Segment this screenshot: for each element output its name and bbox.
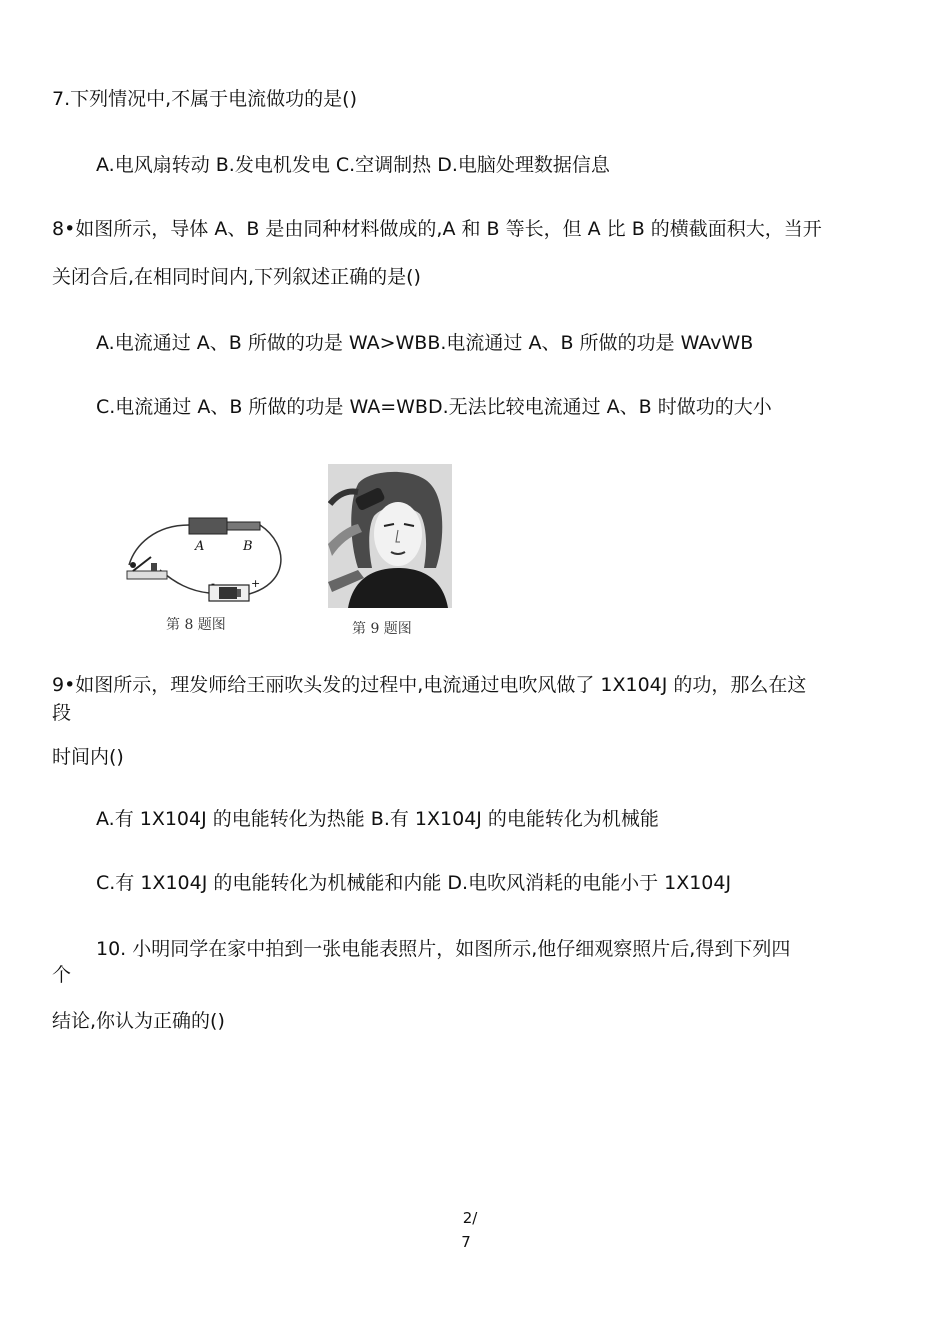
figure-9-photo [328,464,452,608]
battery-minus-sign: - [211,577,215,590]
q9-options-line2: C.有 1X104J 的电能转化为机械能和内能 D.电吹风消耗的电能小于 1X104J [96,872,732,894]
hair-dryer-photo [328,464,452,608]
page-number-line1: 2/ [462,1209,478,1227]
q9-stem-line2: 段 [52,702,72,724]
q8-options-line1: A.电流通过 A、B 所做的功是 WA>WBB.电流通过 A、B 所做的功是 WAvWB [96,332,754,354]
conductor-a [189,518,227,534]
q10-stem-line1: 10. 小明同学在家中拍到一张电能表照片，如图所示,他仔细观察照片后,得到下列四 [96,938,791,960]
figure-9-caption: 第 9 题图 [352,621,412,637]
q10-stem-line3: 结论,你认为正确的() [52,1010,225,1032]
q9-stem-line3: 时间内() [52,746,124,768]
q10-stem-line2: 个 [52,964,72,986]
label-a: A [195,539,205,554]
page-number-line2: 7 [461,1233,471,1251]
q8-stem-line2: 关闭合后,在相同时间内,下列叙述正确的是() [52,266,421,288]
conductor-b [227,522,260,530]
q8-options-line2: C.电流通过 A、B 所做的功是 WA=WBD.无法比较电流通过 A、B 时做功的大小 [96,396,772,418]
q8-stem-line1: 8•如图所示，导体 A、B 是由同种材料做成的,A 和 B 等长，但 A 比 B 的横截面积大，当开 [52,218,822,240]
switch [127,557,167,579]
figure-8-caption: 第 8 题图 [166,617,226,633]
q7-options: A.电风扇转动 B.发电机发电 C.空调制热 D.电脑处理数据信息 [96,154,610,176]
circuit-diagram [115,505,290,615]
figure-8-circuit [115,505,290,615]
battery-plus-sign: + [251,577,261,590]
q9-options-line1: A.有 1X104J 的电能转化为热能 B.有 1X104J 的电能转化为机械能 [96,808,659,830]
battery [209,585,249,601]
label-b: B [243,539,253,554]
q7-stem: 7.下列情况中,不属于电流做功的是() [52,88,357,110]
q9-stem-line1: 9•如图所示，理发师给王丽吹头发的过程中,电流通过电吹风做了 1X104J 的功，那么在这 [52,674,807,696]
